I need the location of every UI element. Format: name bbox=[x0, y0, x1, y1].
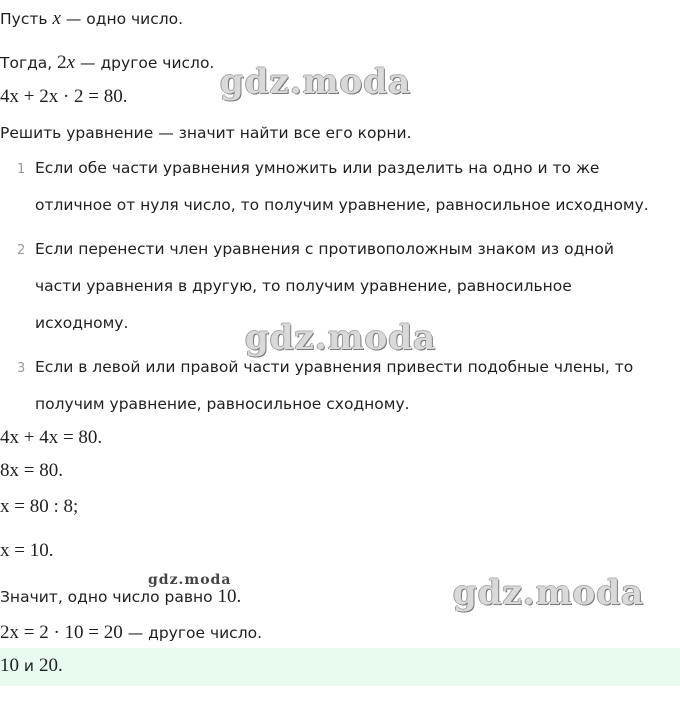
answer-b: 20. bbox=[38, 655, 63, 676]
intro-line-2 bbox=[0, 52, 214, 74]
text: Значит, одно число равно bbox=[0, 588, 218, 606]
equation-1: 4x + 2x · 2 = 80. bbox=[0, 86, 128, 107]
rule-text: исходному. bbox=[35, 314, 129, 332]
rule-number: 2 bbox=[17, 243, 26, 258]
rule-text: Если перенести член уравнения с противоположным знаком из одной bbox=[35, 240, 614, 258]
intro-line-1 bbox=[0, 8, 183, 30]
value: 10. bbox=[217, 586, 242, 607]
conclusion-line bbox=[0, 586, 241, 608]
var-x: x bbox=[52, 8, 61, 29]
answer-box bbox=[0, 648, 680, 686]
rule-text: Если обе части уравнения умножить или разделить на одно и то же bbox=[35, 159, 600, 177]
rule-number: 3 bbox=[17, 361, 26, 376]
rule-intro: Решить уравнение — значит найти все его корни. bbox=[0, 124, 412, 142]
answer-text bbox=[0, 655, 63, 677]
watermark: gdz.moda bbox=[453, 573, 645, 613]
equation-4: x = 80 : 8; bbox=[0, 496, 79, 517]
text: Тогда, bbox=[0, 54, 58, 72]
answer-a: 10 bbox=[0, 655, 19, 676]
rule-number: 1 bbox=[17, 162, 26, 177]
equation-2: 4x + 4x = 80. bbox=[0, 427, 103, 448]
coef: 2 bbox=[57, 52, 67, 73]
other-number-line bbox=[0, 622, 262, 644]
var-x: x bbox=[66, 52, 76, 73]
watermark: gdz.moda bbox=[220, 62, 412, 102]
text: — одно число. bbox=[60, 10, 184, 28]
rule-text: части уравнения в другую, то получим уравнение, равносильное bbox=[35, 277, 572, 295]
equation-3: 8x = 80. bbox=[0, 460, 63, 481]
watermark: gdz.moda bbox=[245, 318, 437, 358]
rule-text: получим уравнение, равносильное сходному. bbox=[35, 395, 410, 413]
rule-text: Если в левой или правой части уравнения привести подобные члены, то bbox=[35, 358, 634, 376]
text: — другое число. bbox=[75, 54, 215, 72]
answer-and: и bbox=[19, 657, 39, 675]
equation-6: 2x = 2 · 10 = 20 bbox=[0, 622, 123, 643]
equation-5: x = 10. bbox=[0, 540, 54, 561]
watermark: gdz.moda bbox=[148, 572, 232, 588]
rule-text: отличное от нуля число, то получим уравнение, равносильное исходному. bbox=[35, 196, 649, 214]
text: Пусть bbox=[0, 10, 53, 28]
text: — другое число. bbox=[122, 624, 263, 642]
